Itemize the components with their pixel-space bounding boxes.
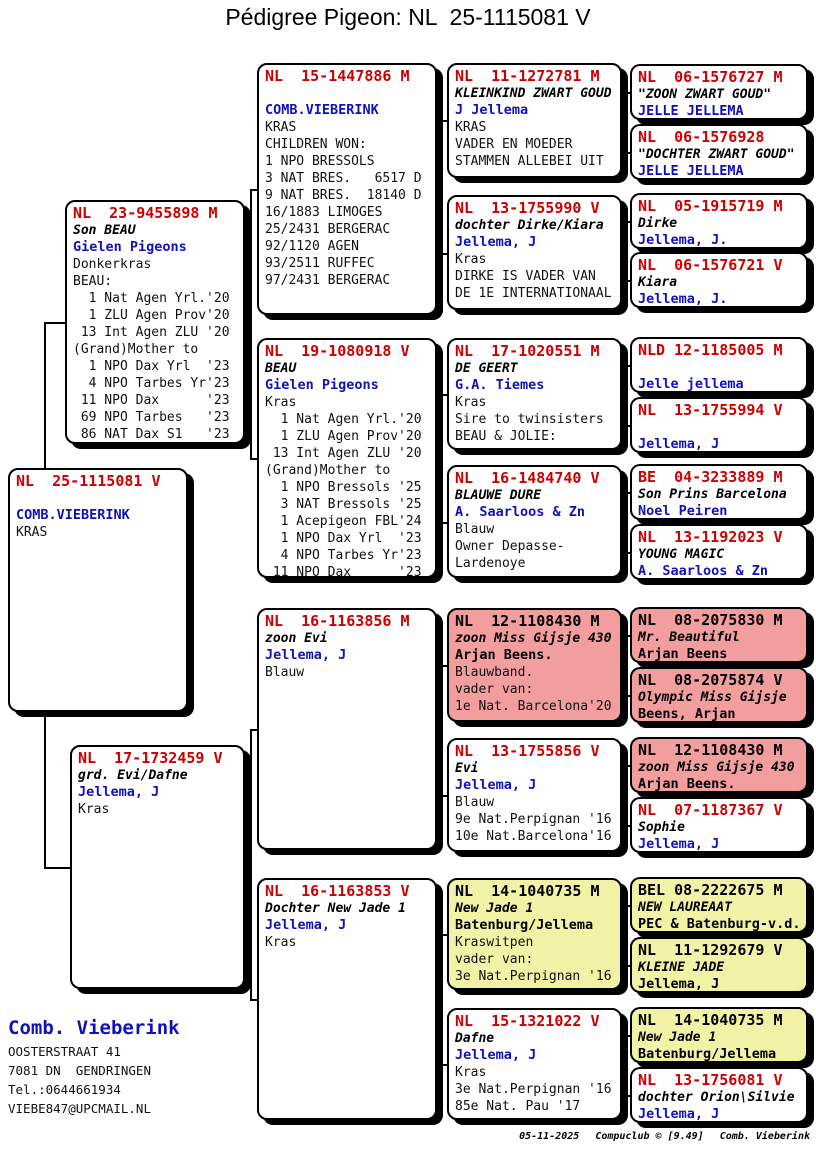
info-line: 3e Nat.Perpignan '16 (455, 1082, 612, 1097)
info-line: Blauw (455, 522, 495, 537)
owner-name: Noel Peiren (638, 503, 728, 519)
pedigree-connector-hline (622, 252, 627, 254)
pedigree-connector-hline (622, 120, 627, 122)
owner-name: Beens, Arjan (638, 706, 736, 722)
info-line: vader van: (455, 952, 534, 967)
info-line: Sire to twinsisters (455, 412, 604, 427)
pigeon-name: BLAUWE DURE (455, 488, 542, 503)
pigeon-box-mff (447, 608, 622, 722)
pigeon-name (638, 359, 800, 376)
info-line: Owner Depasse- (455, 539, 565, 554)
info-line: Blauwband. (455, 665, 534, 680)
pigeon-box-mfff (630, 607, 808, 663)
ring-number: NL 12-1108430 M (455, 612, 600, 630)
pedigree-connector-hline (622, 795, 627, 797)
owner-name: Arjan Beens (638, 646, 728, 662)
pigeon-name: Sophie (638, 820, 685, 835)
pigeon-box-fm (257, 338, 437, 578)
info-lines (455, 521, 614, 572)
info-line: 1 NPO Bressols '25 (265, 480, 422, 495)
pigeon-box-mmmm (630, 1067, 808, 1123)
ring-number: NL 11-1272781 M (455, 67, 600, 85)
info-line: 13 Int Agen ZLU '20 (73, 325, 230, 340)
pigeon-box-fmm (447, 465, 622, 578)
pigeon-box-mm (257, 878, 437, 1120)
info-line: 3e Nat.Perpignan '16 (455, 969, 612, 984)
pigeon-box-subject (8, 468, 188, 712)
info-line: DIRKE IS VADER VAN (455, 269, 596, 284)
info-line: CHILDREN WON: (265, 137, 367, 152)
pigeon-box-fmfm (630, 397, 808, 453)
owner-name: Jellema, J. (638, 291, 728, 307)
owner-name: Jellema, J (265, 647, 347, 663)
info-lines (455, 934, 614, 985)
owner-name: Jelle jellema (638, 376, 744, 392)
pigeon-box-ffmm (630, 252, 808, 308)
pigeon-name: DE GEERT (455, 361, 518, 376)
owner-name: Jellema, J (638, 836, 720, 852)
info-lines (16, 524, 180, 541)
owner-name: Jellema, J (78, 784, 160, 800)
owner-name: Jellema, J (455, 1047, 537, 1063)
owner-name: Batenburg/Jellema (638, 1046, 777, 1062)
owner-name: Gielen Pigeons (73, 239, 187, 255)
loft-owner-name: Comb. Vieberink (8, 1017, 180, 1039)
info-line: BEAU & JOLIE: (455, 429, 557, 444)
info-line: Lardenoye (455, 556, 526, 571)
pedigree-connector-vline (250, 729, 252, 1001)
info-line: STAMMEN ALLEBEI UIT (455, 154, 604, 169)
pedigree-connector-vline (625, 92, 627, 154)
pigeon-name: dochter Dirke/Kiara (455, 218, 604, 233)
pedigree-connector-hline (622, 394, 627, 396)
info-lines (455, 251, 614, 302)
ring-number: NL 08-2075874 V (638, 671, 783, 689)
ring-number: NL 06-1576727 M (638, 68, 783, 86)
owner-name: COMB.VIEBERINK (16, 507, 130, 523)
pigeon-name (16, 490, 180, 507)
info-line: 1 Nat Agen Yrl.'20 (265, 412, 422, 427)
ring-number: NL 15-1321022 V (455, 1012, 600, 1030)
pedigree-connector-vline (441, 665, 443, 797)
ring-number: NL 13-1755994 V (638, 401, 783, 419)
pigeon-box-ffmf (630, 193, 808, 249)
info-line: 1 NPO Dax Yrl '23 (265, 531, 422, 546)
ring-number: NL 14-1040735 M (638, 1011, 783, 1029)
info-lines (78, 801, 237, 818)
ring-number: NL 16-1163853 V (265, 882, 410, 900)
ring-number: NL 11-1292679 V (638, 941, 783, 959)
pigeon-box-mmm (447, 1008, 622, 1120)
pigeon-box-fmff (630, 337, 808, 393)
info-line: Blauw (265, 665, 305, 680)
pedigree-connector-vline (625, 492, 627, 554)
owner-name: JELLE JELLEMA (638, 103, 744, 119)
owner-name: Batenburg/Jellema (455, 917, 594, 933)
info-lines (455, 1064, 614, 1115)
ring-number: NL 06-1576721 V (638, 256, 783, 274)
info-line: 4 NPO Tarbes Yr'23 (73, 376, 230, 391)
pedigree-connector-vline (250, 189, 252, 460)
info-line: DE 1E INTERNATIONAAL (455, 286, 612, 301)
ring-number: NL 15-1447886 M (265, 67, 410, 85)
ring-number: NL 19-1080918 V (265, 342, 410, 360)
info-line: Kras (78, 802, 110, 817)
info-line: BEAU: (73, 274, 113, 289)
info-line: 1 Nat Agen Yrl.'20 (73, 291, 230, 306)
info-line: 9e Nat.Perpignan '16 (455, 812, 612, 827)
info-line: 25/2431 BERGERAC (265, 222, 391, 237)
info-line: 1e Nat. Barcelona'20 (455, 699, 612, 714)
ring-number: NL 08-2075830 M (638, 611, 783, 629)
pigeon-name: grd. Evi/Dafne (78, 768, 188, 783)
pigeon-box-mf (257, 608, 437, 850)
info-line: Kras (455, 395, 487, 410)
info-lines (265, 119, 429, 289)
pigeon-name: zoon Miss Gijsje 430 (638, 760, 795, 775)
owner-name: Jellema, J (455, 234, 537, 250)
pigeon-name: Son BEAU (73, 223, 136, 238)
pigeon-name: KLEINKIND ZWART GOUD (455, 86, 612, 101)
loft-owner-block (8, 1014, 180, 1118)
pigeon-name: Olympic Miss Gijsje (638, 690, 787, 705)
pigeon-name: dochter Orion\Silvie (638, 1090, 795, 1105)
info-line: VADER EN MOEDER (455, 137, 573, 152)
pigeon-name: Dirke (638, 216, 678, 231)
pigeon-box-mmff (630, 877, 808, 933)
owner-name: Jellema, J (638, 976, 720, 992)
pedigree-connector-vline (625, 1035, 627, 1097)
info-line: 69 NPO Tarbes '23 (73, 410, 230, 425)
ring-number: NL 25-1115081 V (16, 472, 161, 490)
ring-number: BE 04-3233889 M (638, 468, 783, 486)
info-line: KRAS (16, 525, 48, 540)
info-line: Kras (265, 395, 297, 410)
pigeon-name: NEW LAUREAAT (638, 900, 732, 915)
ring-number: NL 16-1163856 M (265, 612, 410, 630)
pedigree-connector-vline (625, 905, 627, 967)
pigeon-name (265, 85, 429, 102)
pigeon-box-mfm (447, 738, 622, 852)
footer (503, 1131, 810, 1142)
ring-number: NL 23-9455898 M (73, 204, 218, 222)
pedigree-connector-hline (437, 189, 443, 191)
ring-number: NL 13-1192023 V (638, 528, 783, 546)
pigeon-box-fmmf (630, 464, 808, 520)
pigeon-box-mmfm (630, 937, 808, 993)
info-line: Kras (455, 1065, 487, 1080)
ring-number: NL 13-1756081 V (638, 1071, 783, 1089)
pigeon-box-fffm (630, 124, 808, 180)
pigeon-name: BEAU (265, 361, 297, 376)
pedigree-connector-hline (622, 934, 627, 936)
pigeon-name: Evi (455, 761, 479, 776)
info-lines (73, 256, 237, 443)
pigeon-box-mfmm (630, 797, 808, 853)
pigeon-name: Son Prins Barcelona (638, 487, 787, 502)
pigeon-name: New Jade 1 (455, 901, 534, 916)
pigeon-name: Dochter New Jade 1 (265, 901, 406, 916)
owner-name: Jellema, J (638, 436, 720, 452)
pedigree-connector-hline (622, 665, 627, 667)
owner-name: Jellema, J (638, 1106, 720, 1122)
pedigree-connector-hline (437, 458, 443, 460)
info-line: 1 ZLU Agen Prov'20 (265, 429, 422, 444)
info-line: 9 NAT BRES. 18140 D (265, 188, 422, 203)
owner-name: G.A. Tiemes (455, 377, 545, 393)
owner-name: JELLE JELLEMA (638, 163, 744, 179)
info-line: 97/2431 BERGERAC (265, 273, 391, 288)
pigeon-box-fmf (447, 338, 622, 450)
info-line: vader van: (455, 682, 534, 697)
info-line: Blauw (455, 795, 495, 810)
info-lines (455, 119, 614, 170)
owner-name: PEC & Batenburg-v.d. (638, 916, 801, 932)
info-line: Kras (265, 935, 297, 950)
ring-number: NL 14-1040735 M (455, 882, 600, 900)
info-line: 1 NPO BRESSOLS (265, 154, 375, 169)
footer-owner: Comb. Vieberink (719, 1131, 810, 1142)
pigeon-name: New Jade 1 (638, 1030, 717, 1045)
pigeon-box-mffm (630, 667, 808, 723)
footer-date: 05-11-2025 (519, 1131, 580, 1142)
owner-name: A. Saarloos & Zn (455, 504, 586, 520)
pigeon-box-mother (70, 745, 245, 989)
info-line: Kraswitpen (455, 935, 534, 950)
ring-number: NL 13-1755856 V (455, 742, 600, 760)
info-line: 86 NAT Dax S1 '23 (73, 427, 230, 442)
pedigree-connector-hline (622, 1064, 627, 1066)
owner-name: Jellema, J (265, 917, 347, 933)
ring-number: NL 05-1915719 M (638, 197, 783, 215)
loft-address-street: OOSTERSTRAAT 41 (8, 1044, 121, 1059)
ring-number: NL 06-1576928 (638, 128, 765, 146)
info-line: Donkerkras (73, 257, 152, 272)
pedigree-connector-hline (437, 999, 443, 1001)
pigeon-box-fff (447, 63, 622, 178)
info-line: 16/1883 LIMOGES (265, 205, 383, 220)
info-line: KRAS (455, 120, 487, 135)
pigeon-box-ff (257, 63, 437, 315)
pigeon-box-mmf (447, 878, 622, 990)
owner-name: Jellema, J (455, 777, 537, 793)
owner-name: J Jellema (455, 102, 529, 118)
info-lines (265, 664, 429, 681)
pedigree-connector-hline (44, 867, 71, 869)
pigeon-box-mfmf (630, 737, 808, 793)
ring-number: NL 16-1484740 V (455, 469, 600, 487)
ring-number: NL 17-1732459 V (78, 749, 223, 767)
info-line: 3 NAT Bressols '25 (265, 497, 422, 512)
info-line: 1 NPO Dax Yrl '23 (73, 359, 230, 374)
pigeon-name: zoon Evi (265, 631, 328, 646)
loft-address-city: 7081 DN GENDRINGEN (8, 1063, 151, 1078)
info-lines (265, 934, 429, 951)
loft-phone: Tel.:0644661934 (8, 1082, 121, 1097)
pedigree-connector-hline (44, 322, 66, 324)
pigeon-name: "DOCHTER ZWART GOUD" (638, 147, 795, 162)
info-line: 10e Nat.Barcelona'16 (455, 829, 612, 844)
owner-name: Arjan Beens. (638, 776, 736, 792)
owner-name: A. Saarloos & Zn (638, 563, 769, 579)
loft-email: VIEBE847@UPCMAIL.NL (8, 1101, 151, 1116)
info-line: 11 NPO Dax '23 (265, 565, 422, 578)
pigeon-name: Kiara (638, 275, 678, 290)
ring-number: BEL 08-2222675 M (638, 881, 783, 899)
pedigree-connector-hline (245, 867, 252, 869)
info-line: 93/2511 RUFFEC (265, 256, 375, 271)
page-title: Pédigree Pigeon: NL 25-1115081 V (225, 4, 591, 30)
footer-software: Compuclub © [9.49] (595, 1131, 704, 1142)
info-line: 1 ZLU Agen Prov'20 (73, 308, 230, 323)
pedigree-connector-vline (625, 365, 627, 427)
info-lines (455, 394, 614, 445)
pigeon-name: "ZOON ZWART GOUD" (638, 87, 772, 102)
ring-number: NL 07-1187367 V (638, 801, 783, 819)
pigeon-name: YOUNG MAGIC (638, 547, 725, 562)
info-line: 11 NPO Dax '23 (73, 393, 230, 408)
pedigree-connector-vline (441, 120, 443, 255)
info-line: (Grand)Mother to (73, 342, 199, 357)
pigeon-name: Dafne (455, 1031, 495, 1046)
owner-name: Arjan Beens. (455, 647, 553, 663)
info-line: 3 NAT BRES. 6517 D (265, 171, 422, 186)
owner-name: Gielen Pigeons (265, 377, 379, 393)
pedigree-connector-hline (437, 729, 443, 731)
info-lines (455, 794, 614, 845)
pigeon-box-ffm (447, 195, 622, 310)
info-line: Kras (455, 252, 487, 267)
pigeon-name: KLEINE JADE (638, 960, 725, 975)
pigeon-box-fmmm (630, 524, 808, 580)
info-line: 85e Nat. Pau '17 (455, 1099, 581, 1114)
info-lines (265, 394, 429, 578)
ring-number: NL 17-1020551 M (455, 342, 600, 360)
pedigree-connector-hline (245, 322, 252, 324)
ring-number: NL 13-1755990 V (455, 199, 600, 217)
info-line: 13 Int Agen ZLU '20 (265, 446, 422, 461)
pigeon-box-ffff (630, 64, 808, 120)
pigeon-name: zoon Miss Gijsje 430 (455, 631, 612, 646)
pedigree-connector-hline (622, 521, 627, 523)
pigeon-box-mmmf (630, 1007, 808, 1063)
info-line: (Grand)Mother to (265, 463, 391, 478)
info-line: 1 Acepigeon FBL'24 (265, 514, 422, 529)
info-lines (455, 664, 614, 715)
ring-number: NL 12-1108430 M (638, 741, 783, 759)
ring-number: NLD 12-1185005 M (638, 341, 783, 359)
pigeon-name (638, 419, 800, 436)
owner-name: COMB.VIEBERINK (265, 102, 379, 118)
info-line: 4 NPO Tarbes Yr'23 (265, 548, 422, 563)
info-line: 92/1120 AGEN (265, 239, 359, 254)
owner-name: Jellema, J. (638, 232, 728, 248)
pigeon-name: Mr. Beautiful (638, 630, 740, 645)
pigeon-box-father (65, 200, 245, 444)
info-line: KRAS (265, 120, 297, 135)
